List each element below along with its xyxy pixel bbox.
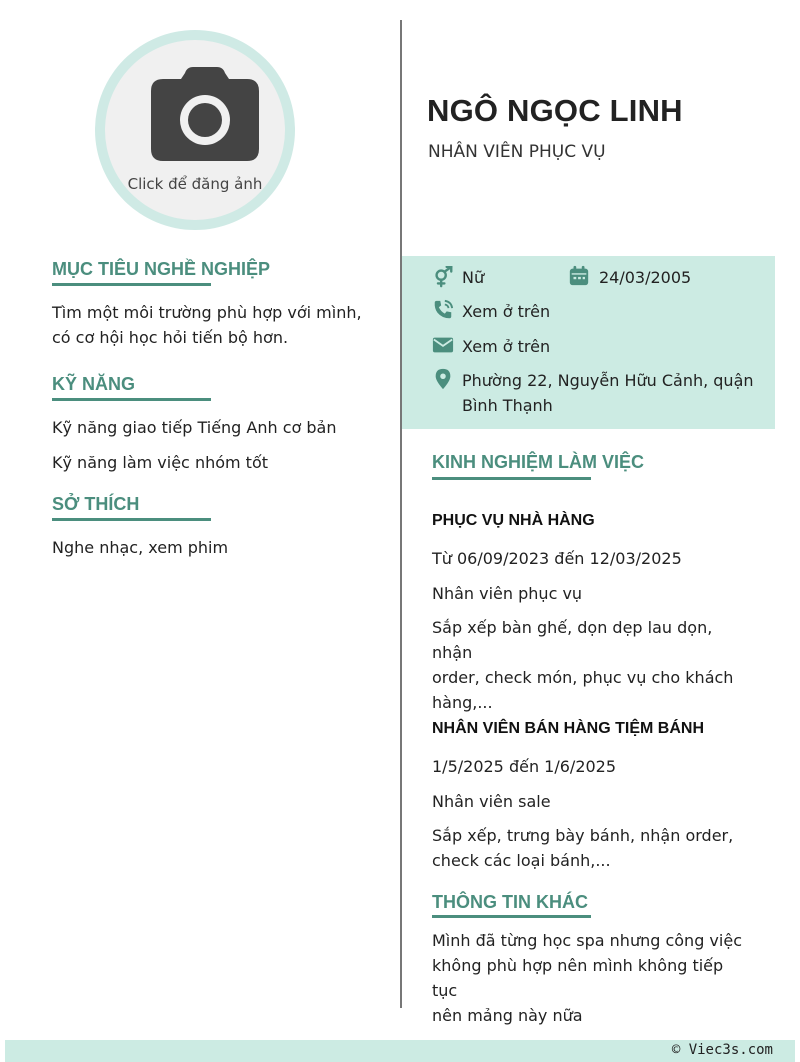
skills-underline bbox=[52, 398, 211, 401]
other-info-title: THÔNG TIN KHÁC bbox=[432, 892, 588, 912]
skill-item: Kỹ năng làm việc nhóm tốt bbox=[52, 453, 269, 472]
job-position: Nhân viên sale bbox=[432, 792, 551, 811]
copyright-text: © Viec3s.com bbox=[671, 1042, 773, 1058]
job-position: Nhân viên phục vụ bbox=[432, 584, 583, 603]
hobbies-title: SỞ THÍCH bbox=[52, 494, 140, 514]
calendar-icon bbox=[568, 265, 590, 287]
other-info-line: không phù hợp nên mình không tiếp tục bbox=[432, 956, 724, 1000]
skills-title: KỸ NĂNG bbox=[52, 374, 136, 394]
other-info-line: nên mảng này nữa bbox=[432, 1006, 583, 1025]
column-divider bbox=[400, 20, 402, 1008]
skill-item: Kỹ năng giao tiếp Tiếng Anh cơ bản bbox=[52, 418, 337, 437]
job-description bbox=[432, 823, 752, 873]
job-description-line: order, check món, phục vụ cho khách bbox=[432, 668, 734, 687]
address-line-2: Bình Thạnh bbox=[462, 396, 553, 415]
job-description-line: Sắp xếp, trưng bày bánh, nhận order, bbox=[432, 826, 734, 845]
gender-value: Nữ bbox=[462, 268, 485, 287]
objective-line-1: Tìm một môi trường phù hợp với mình, bbox=[52, 303, 362, 322]
objective-underline bbox=[52, 283, 211, 286]
footer-bar bbox=[5, 1040, 795, 1062]
job-company: PHỤC VỤ NHÀ HÀNG bbox=[432, 512, 595, 529]
avatar-caption: Click để đăng ảnh bbox=[127, 175, 263, 193]
job-title: NHÂN VIÊN PHỤC VỤ bbox=[428, 142, 606, 162]
objective-line-2: có cơ hội học hỏi tiến bộ hơn. bbox=[52, 328, 289, 347]
job-period: 1/5/2025 đến 1/6/2025 bbox=[432, 757, 617, 776]
email-value: Xem ở trên bbox=[462, 337, 551, 356]
avatar-upload[interactable] bbox=[95, 30, 295, 230]
hobbies-text: Nghe nhạc, xem phim bbox=[52, 538, 229, 557]
job-description-line: hàng,... bbox=[432, 693, 493, 712]
email-icon bbox=[432, 334, 454, 356]
experience-title: KINH NGHIỆM LÀM VIỆC bbox=[432, 452, 645, 472]
candidate-name: NGÔ NGỌC LINH bbox=[427, 93, 683, 128]
birthday-value: 24/03/2005 bbox=[599, 268, 692, 287]
address-line-1: Phường 22, Nguyễn Hữu Cảnh, quận bbox=[462, 371, 754, 390]
hobbies-underline bbox=[52, 518, 211, 521]
phone-icon bbox=[432, 299, 454, 321]
location-pin-icon bbox=[432, 368, 454, 390]
phone-value: Xem ở trên bbox=[462, 302, 551, 321]
gender-icon bbox=[432, 266, 454, 288]
job-company: NHÂN VIÊN BÁN HÀNG TIỆM BÁNH bbox=[432, 720, 704, 737]
contact-panel bbox=[402, 256, 775, 429]
avatar-placeholder[interactable] bbox=[105, 40, 285, 220]
other-info-text bbox=[432, 928, 752, 1028]
camera-icon bbox=[151, 67, 259, 161]
objective-title: MỤC TIÊU NGHỀ NGHIỆP bbox=[52, 259, 271, 279]
other-info-line: Mình đã từng học spa nhưng công việc bbox=[432, 931, 742, 950]
job-description-line: check các loại bánh,... bbox=[432, 851, 611, 870]
other-info-underline bbox=[432, 915, 591, 918]
experience-underline bbox=[432, 477, 591, 480]
job-description bbox=[432, 615, 752, 715]
job-period: Từ 06/09/2023 đến 12/03/2025 bbox=[432, 549, 682, 568]
job-description-line: Sắp xếp bàn ghế, dọn dẹp lau dọn, nhận bbox=[432, 618, 713, 662]
address-value bbox=[462, 368, 762, 418]
